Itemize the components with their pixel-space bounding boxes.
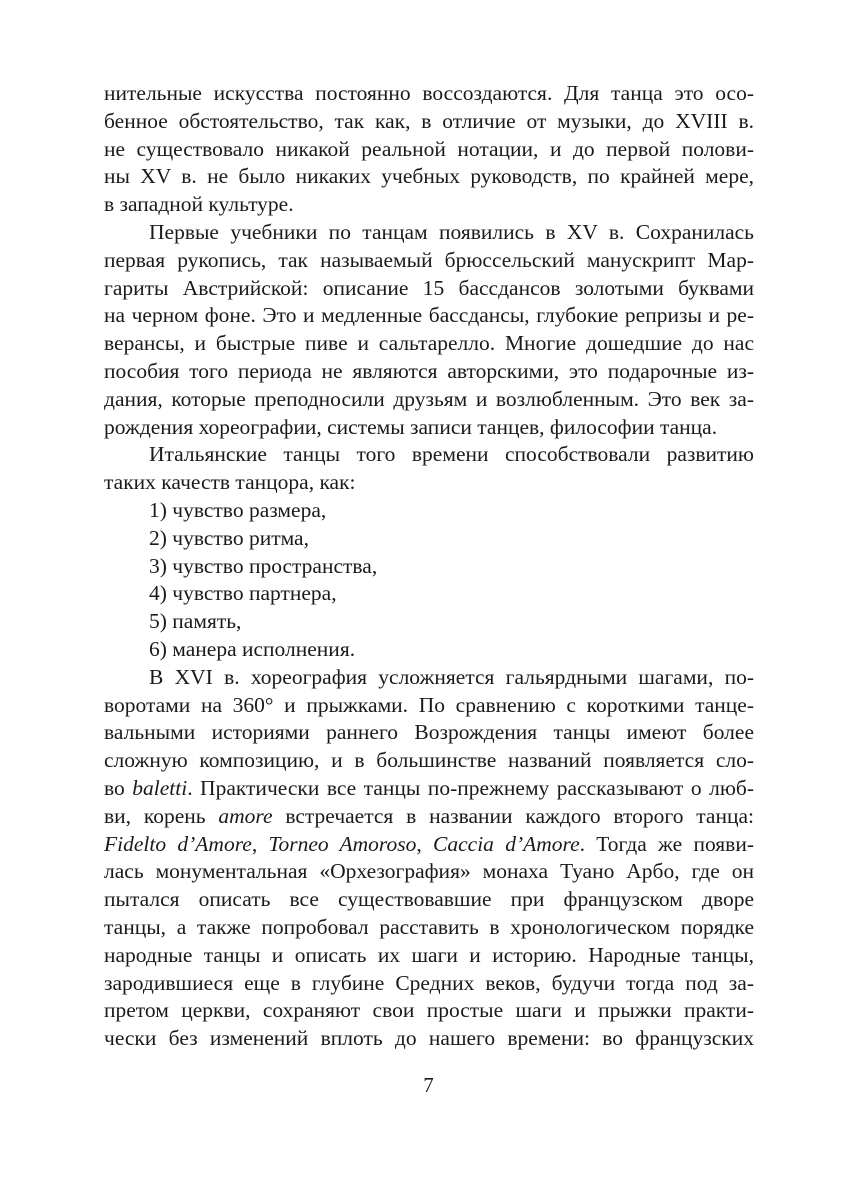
text-run: ви, корень: [104, 803, 219, 828]
text-line: вальными историями раннего Возрождения танцы имеют более: [104, 720, 754, 745]
text-line: нительные искусства постоянно воссоздаются. Для танца это осо-: [104, 81, 754, 105]
numbered-list: [104, 497, 754, 664]
text-line: лась монументальная «Орхезография» монаха Туано Арбо, где он: [104, 859, 754, 884]
text-line: на черном фоне. Это и медленные бассдансы, глубокие репризы и ре-: [104, 303, 754, 328]
text-line: не существовало никакой реальной нотации, и до первой полови-: [104, 136, 754, 161]
paragraph: [104, 441, 754, 497]
text-line: танцы, а также попробовал расставить в хронологическом порядке: [104, 914, 754, 939]
italic-term: baletti: [132, 775, 188, 800]
italic-term: Torneo Amoroso: [268, 831, 417, 856]
text-line: гариты Австрийской: описание 15 бассдансов золотыми буквами: [104, 275, 754, 300]
text-run: во: [104, 775, 133, 800]
text-run: встречается в названии каждого второго танца:: [272, 803, 754, 828]
list-item: 3) чувство пространства,: [149, 553, 378, 578]
list-item: 4) чувство партнера,: [149, 581, 337, 606]
text-run: . Тогда же появи-: [579, 831, 754, 856]
paragraph: [104, 80, 754, 219]
text-line: первая рукопись, так называемый брюссельский манускрипт Мар-: [104, 247, 754, 272]
text-line: сложную композицию, и в большинстве названий появляется сло-: [104, 748, 754, 773]
text-line: [104, 775, 754, 803]
paragraph: [104, 664, 754, 1053]
text-line: дания, которые преподносили друзьям и возлюбленным. Это век за-: [104, 386, 754, 411]
text-line: Итальянские танцы того времени способствовали развитию: [149, 442, 754, 467]
text-line: рождения хореографии, системы записи танцев, философии танца.: [104, 414, 718, 439]
text-line: в западной культуре.: [104, 192, 294, 217]
text-line: зародившиеся еще в глубине Средних веков, будучи тогда под за-: [104, 970, 754, 995]
italic-term: amore: [218, 803, 273, 828]
text-line: претом церкви, сохраняют свои простые шаги и прыжки практи-: [104, 998, 754, 1023]
italic-term: Caccia d’Amore: [433, 831, 580, 856]
text-run: . Практически все танцы по-прежнему рассказывают о люб-: [187, 775, 754, 800]
list-item: 6) манера исполнения.: [149, 636, 356, 661]
text-line: пытался описать все существовавшие при французском дворе: [104, 887, 754, 912]
text-line: таких качеств танцора, как:: [104, 470, 356, 495]
text-run: ,: [416, 831, 434, 856]
text-line: народные танцы и описать их шаги и историю. Народные танцы,: [104, 942, 754, 967]
page-body: [104, 80, 754, 1053]
paragraph: [104, 219, 754, 441]
text-line: чески без изменений вплоть до нашего времени: во французских: [104, 1026, 754, 1051]
text-line: пособия того периода не являются авторскими, это подарочные из-: [104, 358, 754, 383]
text-line: верансы, и быстрые пиве и сальтарелло. Многие дошедшие до нас: [104, 331, 754, 356]
text-line: Первые учебники по танцам появились в XV в. Сохранилась: [149, 219, 754, 244]
list-item: 5) память,: [149, 609, 242, 634]
text-line: воротами на 360° и прыжками. По сравнению с короткими танце-: [104, 692, 754, 717]
text-line: бенное обстоятельство, так как, в отличие от музыки, до XVIII в.: [104, 108, 754, 133]
page-number: 7: [423, 1073, 434, 1097]
text-line: [104, 831, 754, 859]
italic-term: Fidelto d’Amore: [104, 831, 252, 856]
list-item: 2) чувство ритма,: [149, 525, 309, 550]
text-line: В XVI в. хореография усложняется гальярдными шагами, по-: [149, 664, 754, 689]
text-line: [104, 803, 754, 831]
text-line: ны XV в. не было никаких учебных руководств, по крайней мере,: [104, 164, 754, 189]
text-run: ,: [251, 831, 269, 856]
list-item: 1) чувство размера,: [149, 497, 327, 522]
